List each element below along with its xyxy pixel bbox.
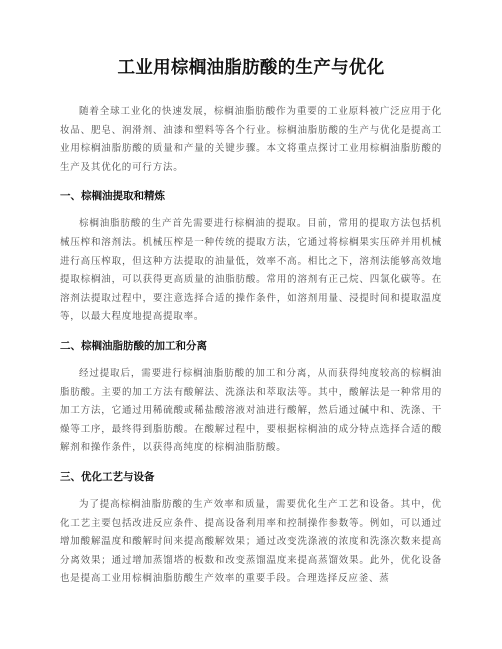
intro-paragraph: 随着全球工业化的快速发展，棕榈油脂肪酸作为重要的工业原料被广泛应用于化妆品、肥皂、润滑剂、油漆和塑料等各个行业。棕榈油脂肪酸的生产与优化是提高工业用棕榈油脂肪酸的质量和产量的关键步骤。本文将重点探讨工业用棕榈油脂肪酸的生产及其优化的可行方法。	[60, 106, 442, 173]
document-title: 工业用棕榈油脂肪酸的生产与优化	[117, 58, 385, 78]
section-paragraph: 棕榈油脂肪酸的生产首先需要进行棕榈油的提取。目前，常用的提取方法包括机械压榨和溶剂法。机械压榨是一种传统的提取方法，它通过将棕榈果实压碎并用机械进行高压榨取，但这种方法提取的油量低，效率不高。相比之下，溶剂法能够高效地提取棕榈油，可以获得更高质量的油脂肪酸。常用的溶剂有正己烷、四氯化碳等。在溶剂法提取过程中，要注意选择合适的操作条件，如溶剂用量、浸提时间和提取温度等，以最大程度地提高提取率。	[60, 218, 442, 323]
section-heading: 一、棕榈油提取和精炼	[60, 190, 165, 203]
section-extraction	[60, 188, 442, 327]
section-paragraph: 经过提取后，需要进行棕榈油脂肪酸的加工和分离，从而获得纯度较高的棕榈油脂肪酸。主要的加工方法有酸解法、洗涤法和萃取法等。其中，酸解法是一种常用的加工方法，它通过用稀硫酸或稀盐酸溶液对油进行酸解，然后通过碱中和、洗涤、干燥等工序，最终得到脂肪酸。在酸解过程中，要根据棕榈油的成分特点选择合适的酸解剂和操作条件，以获得高纯度的棕榈油脂肪酸。	[60, 367, 442, 454]
section-heading: 二、棕榈油脂肪酸的加工和分离	[60, 339, 207, 352]
section-paragraph: 为了提高棕榈油脂肪酸的生产效率和质量，需要优化生产工艺和设备。其中，优化工艺主要包括改进反应条件、提高设备利用率和控制操作参数等。例如，可以通过增加酸解温度和酸解时间来提高酸解效果；通过改变洗涤液的浓度和洗涤次数来提高分离效果；通过增加蒸馏塔的板数和改变蒸馏温度来提高蒸馏效果。此外，优化设备也是提高工业用棕榈油脂肪酸生产效率的重要手段。合理选择反应釜、蒸	[60, 498, 442, 585]
section-optimization	[60, 469, 442, 589]
section-processing	[60, 338, 442, 458]
section-heading: 三、优化工艺与设备	[60, 470, 155, 483]
